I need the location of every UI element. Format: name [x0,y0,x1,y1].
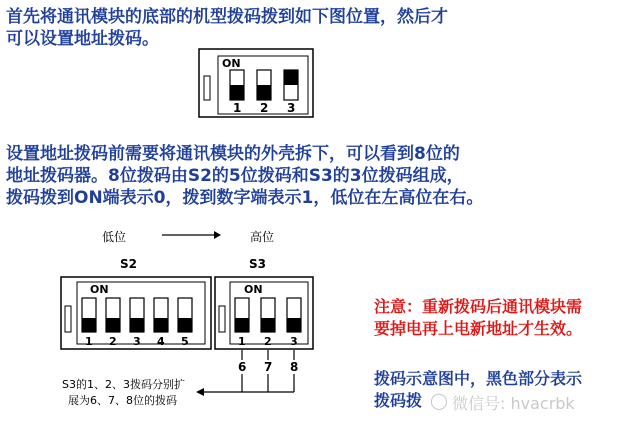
top-switch-number: 2 [260,101,269,115]
intro-line-2: 可以设置地址拨码。 [6,29,159,49]
top-switch-number: 3 [287,101,296,115]
warning-line-1: 注意：重新拨码后通讯模块需 [374,297,583,316]
s2-number-5: 5 [181,335,189,348]
model-dip-switch [198,48,314,118]
s2-switch-3 [130,298,144,332]
legend-line-2: 拨码拨 [374,391,423,410]
s3-on-label: ON [244,283,263,296]
legend-line-1: 拨码示意图中，黑色部分表示 [374,369,583,388]
s2-switch-2 [106,298,120,332]
s2-switch-5 [178,298,192,332]
watermark-icon: ◯ [430,391,448,410]
s2-switch-block [61,277,211,349]
extension-arrow [194,372,306,402]
s3-switch-block [215,277,313,349]
ext-number-8: 8 [290,360,299,374]
direction-arrow [160,228,222,242]
low-bit-label: 低位 [102,230,127,244]
address-dip-switches [60,276,320,360]
s3-number-3: 3 [290,335,298,348]
s2-number-1: 1 [85,335,93,348]
watermark-text: 微信号: hvacrbk [452,394,575,413]
desc-line-2: 地址拨码器。8位拨码由S2的5位拨码和S3的3位拨码组成， [6,166,464,186]
extension-note-line-1: S3的1、2、3拨码分别扩 [62,378,185,391]
s3-switch-2 [261,298,275,332]
warning-line-2: 要掉电再上电新地址才生效。 [374,319,583,338]
desc-line-3: 拨码拨到ON端表示0，拨到数字端表示1，低位在左高位在右。 [6,188,484,208]
high-bit-label: 高位 [250,230,275,244]
s2-on-label: ON [90,283,109,296]
top-switch-number: 1 [233,101,242,115]
s2-switch-1 [82,298,96,332]
s3-switch-1 [235,298,249,332]
intro-line-1: 首先将通讯模块的底部的机型拨码拨到如下图位置，然后才 [6,7,448,27]
s3-label: S3 [249,257,266,271]
s2-label: S2 [120,257,137,271]
s3-number-2: 2 [264,335,272,348]
s2-switch-4 [154,298,168,332]
s2-number-4: 4 [157,335,165,348]
ext-number-6: 6 [238,360,247,374]
extension-note-line-2: 展为6、7、8位的拨码 [68,394,177,407]
s3-number-1: 1 [238,335,246,348]
ext-number-7: 7 [264,360,273,374]
s3-switch-3 [287,298,301,332]
s2-number-3: 3 [133,335,141,348]
desc-line-1: 设置地址拨码前需要将通讯模块的外壳拆下，可以看到8位的 [6,144,460,164]
top-on-label: ON [222,57,241,70]
s2-number-2: 2 [109,335,117,348]
